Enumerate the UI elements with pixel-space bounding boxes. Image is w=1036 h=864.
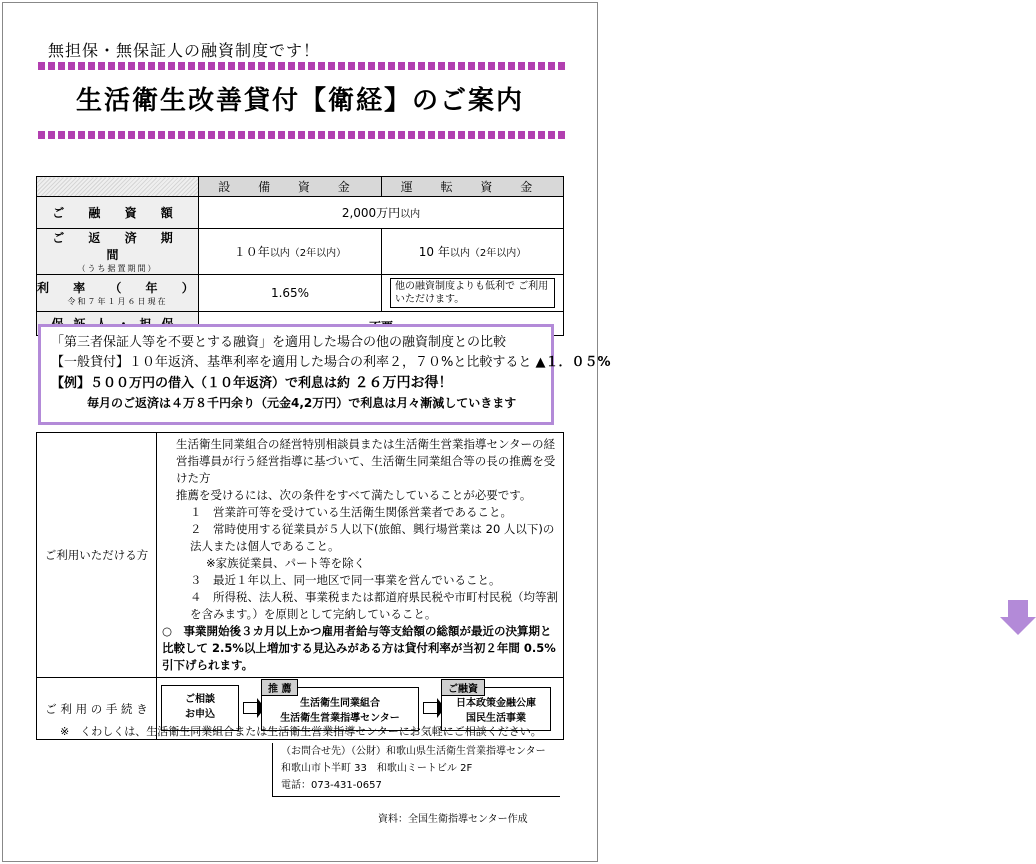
rate-label: 利 率 （ 年 ） 令和７年１月６日現在 — [37, 275, 199, 312]
contact-phone: 電話：073-431-0657 — [281, 780, 382, 791]
condition-lead: 推薦を受けるには、次の条件をすべて満たしていることが必要です。 — [176, 488, 532, 502]
comparison-line-3: 【例】５００万円の借入（１０年返済）で利息は約 ２６万円お得！ — [51, 375, 453, 391]
condition-item: ４ 所得税、法人税、事業税または都道府県民税や市町村民税（均等割を含みます。）を原則として完納していること。 — [190, 590, 558, 621]
table-header-blank — [37, 177, 199, 197]
procedure-step-consult: ご相談 お申込 — [161, 685, 239, 731]
condition-item: ２ 常時使用する従業員が５人以下(旅館、興行場営業は 20 人以下)の法人または個人であること。 — [190, 522, 555, 553]
page-title: 生活衛生改善貸付【衛経】のご案内 — [75, 86, 524, 116]
term-label: ご 返 済 期 間 （うち据置期間） — [37, 229, 199, 275]
comparison-line-4: 毎月のご返済は４万８千円余り（元金4,2万円）で利息は月々漸減していきます — [87, 396, 517, 410]
recommend-tag: 推 薦 — [261, 679, 298, 696]
rate-note-cell — [382, 275, 564, 312]
procedure-step-recommend: 生活衛生同業組合 生活衛生営業指導センター — [261, 687, 419, 731]
contact-address: 和歌山市卜半町 33 和歌山ミートビル 2F — [281, 763, 473, 774]
rate-value: 1.65% — [199, 275, 382, 312]
procedure-step-loan: 日本政策金融公庫 国民生活事業 — [441, 687, 551, 731]
subtitle: 無担保・無保証人の融資制度です！ — [48, 41, 321, 60]
source-note: 資料：全国生衛指導センター作成 — [378, 814, 528, 825]
condition-item: １ 営業許可等を受けている生活衛生関係営業者であること。 — [190, 505, 512, 519]
eligibility-body — [157, 433, 564, 678]
decorative-stripe-bottom — [38, 131, 566, 139]
term-operating: 10 年以内（2年以内） — [382, 229, 564, 275]
arrow-right-icon — [243, 702, 257, 714]
procedure-label: ご 利 用 の 手 続 き — [37, 678, 157, 740]
column-header-operating: 運 転 資 金 — [382, 177, 564, 197]
condition-note: ※家族従業員、パート等を除く — [206, 556, 366, 570]
footnote: ※ くわしくは、生活衛生同業組合または生活衛生営業指導センターにお気軽にご相談ください。 — [60, 725, 542, 738]
decorative-stripe-top — [38, 62, 566, 70]
amount-value: 2,000万円以内 — [199, 197, 564, 229]
condition-item: ３ 最近１年以上、同一地区で同一事業を営んでいること。 — [190, 573, 501, 587]
rate-reduction-note: ○ 事業開始後３カ月以上かつ雇用者給与等支給額の総額が最近の決算期と比較して 2.5%以上増加する見込みがある方は貸付利率が当初２年間 0.5%引下げられます。 — [162, 624, 556, 672]
comparison-box — [38, 324, 611, 425]
rate-note: 他の融資制度よりも低利で ご利用いただけます。 — [390, 278, 555, 308]
contact-info — [272, 743, 560, 797]
loan-tag: ご融資 — [441, 679, 485, 696]
column-header-equipment: 設 備 資 金 — [199, 177, 382, 197]
term-equipment: １０年以内（2年以内） — [199, 229, 382, 275]
comparison-line-2: 【一般貸付】１０年返済、基準利率を適用した場合の利率２，７０%と比較すると ▲１．０５% — [51, 355, 611, 370]
loan-terms-table — [36, 176, 564, 336]
eligibility-label: ご利用いただける方 — [37, 433, 157, 678]
comparison-line-1: 「第三者保証人等を不要とする融資」を適用した場合の他の融資制度との比較 — [51, 335, 507, 350]
eligibility-table — [36, 432, 564, 740]
eligibility-intro: 生活衛生同業組合の経営特別相談員または生活衛生営業指導センターの経営指導員が行う経営指導に基づいて、生活衛生同業組合等の長の推薦を受けた方 — [176, 437, 556, 485]
amount-label: ご 融 資 額 — [37, 197, 199, 229]
arrow-right-icon — [423, 702, 437, 714]
contact-org: （お問合せ先）（公財）和歌山県生活衛生営業指導センター — [281, 746, 546, 757]
